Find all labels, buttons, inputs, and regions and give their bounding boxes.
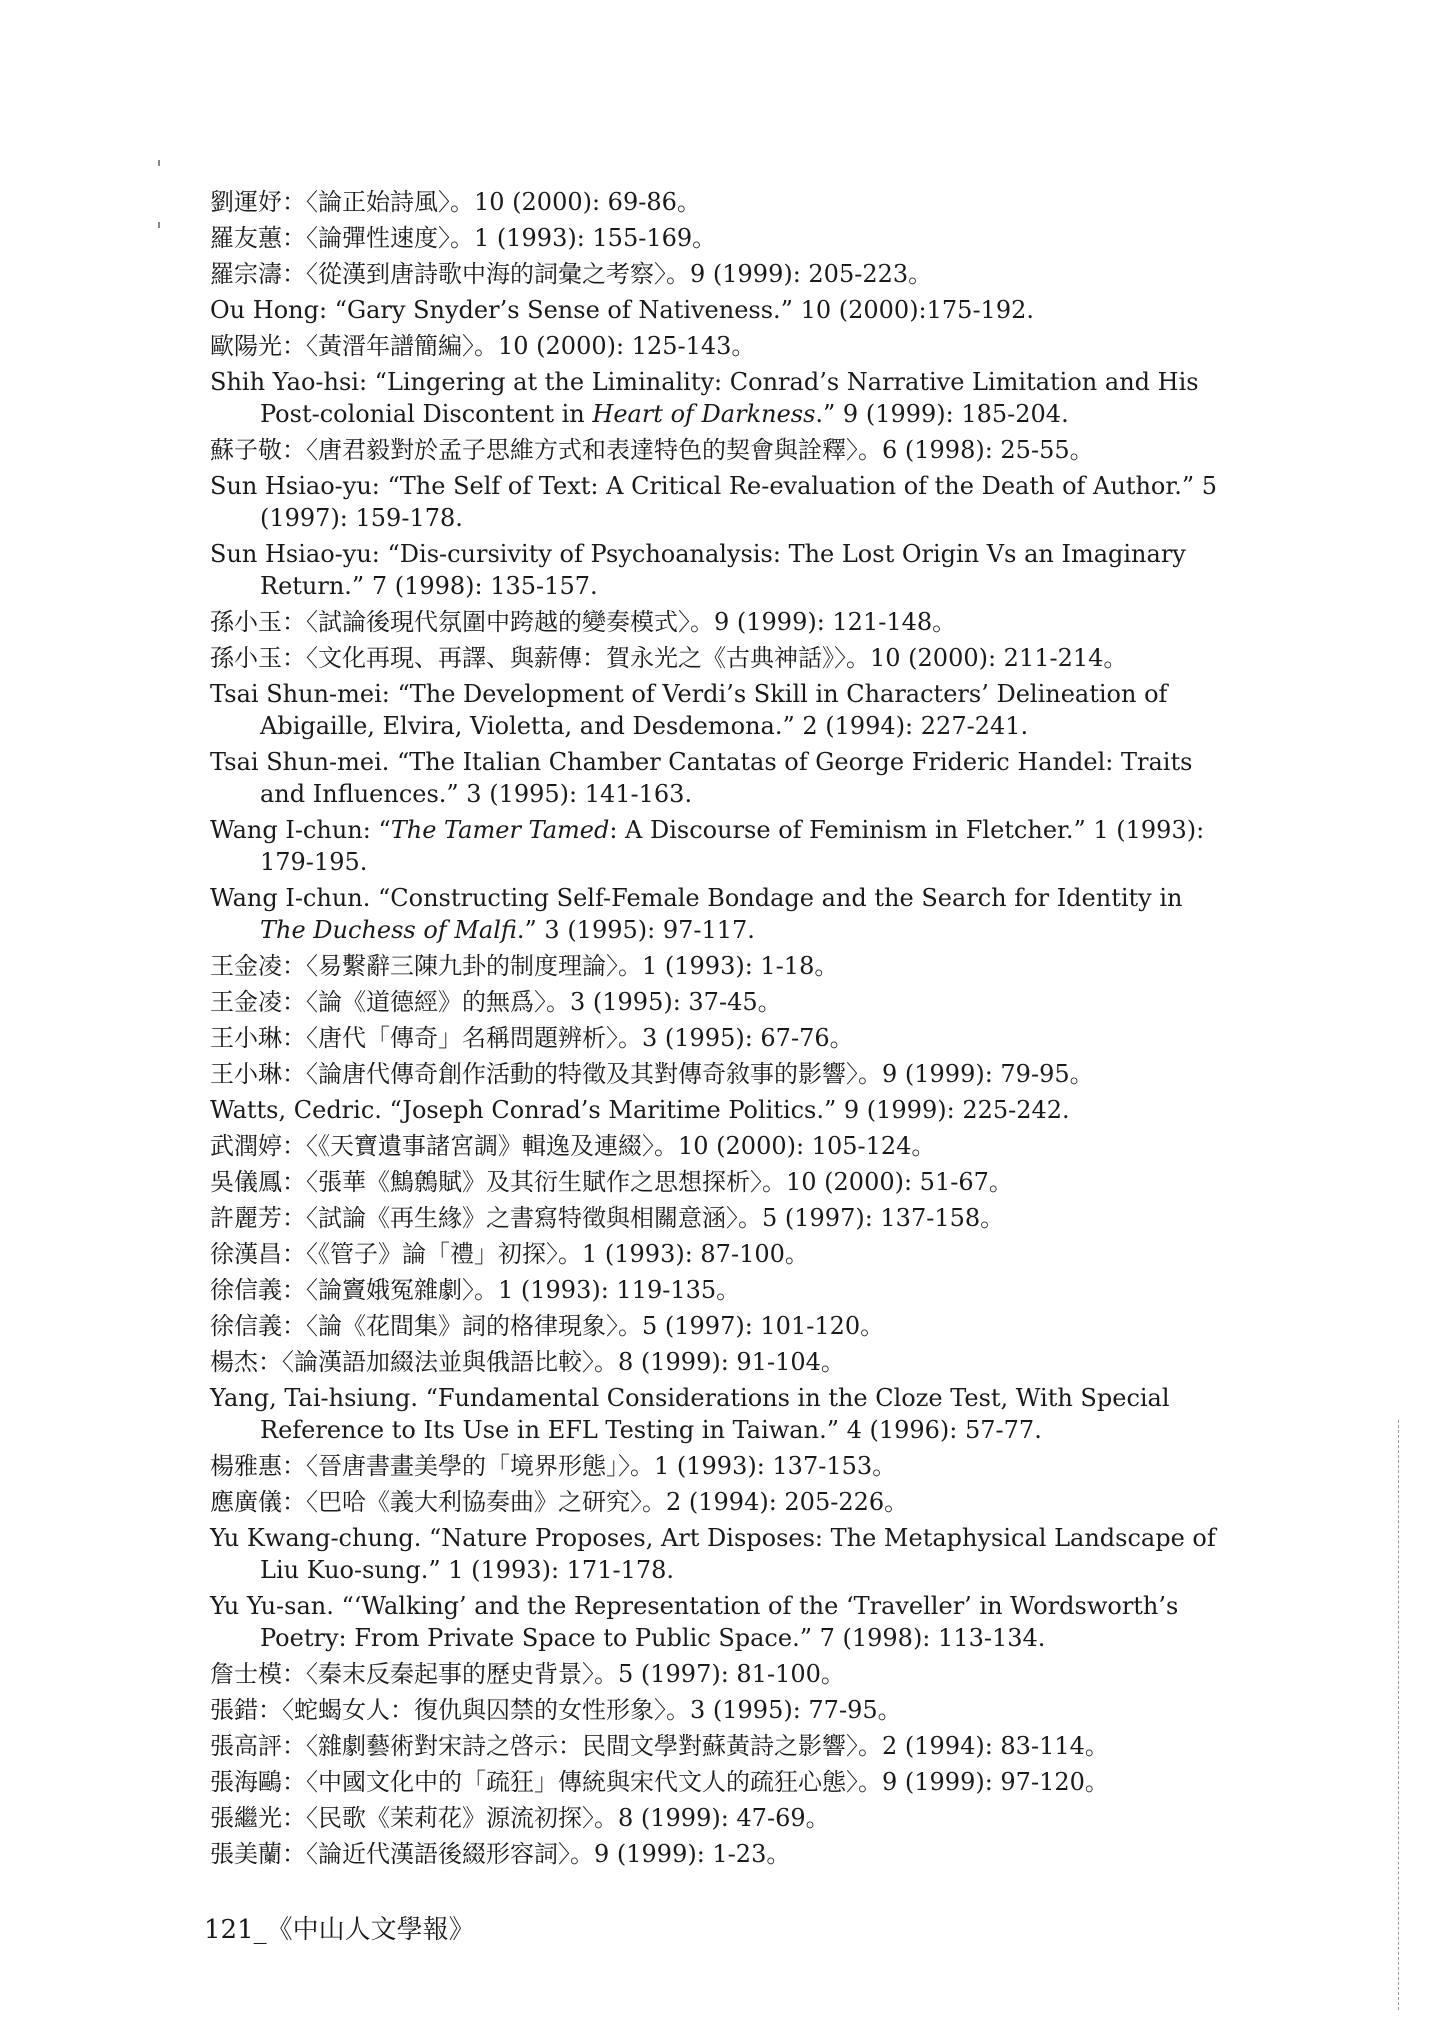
bibliography-entry: 張高評：〈雜劇藝術對宋詩之啓示：民間文學對蘇黃詩之影響〉。2 (1994): 83-114。 bbox=[210, 1732, 1109, 1760]
bibliography-entry: 王金凌：〈易繫辭三陳九卦的制度理論〉。1 (1993): 1-18。 bbox=[210, 952, 839, 980]
bibliography-entry: 張美蘭：〈論近代漢語後綴形容詞〉。9 (1999): 1-23。 bbox=[210, 1840, 791, 1868]
bibliography-entry: 張錯：〈蛇蝎女人：復仇與囚禁的女性形象〉。3 (1995): 77-95。 bbox=[210, 1696, 902, 1724]
bibliography-entry: Yu Yu-san. “‘Walking’ and the Representation of the ‘Traveller’ in Wordsworth’s Poetry: From Private Space to Public Space.” 7 (1998): 113-134. bbox=[210, 1592, 1179, 1652]
bibliography-entry: Shih Yao-hsi: “Lingering at the Liminality: Conrad’s Narrative Limitation and His Post-colonial Discontent in Heart of Darkness.” 9 (1999): 185-204. bbox=[210, 368, 1199, 428]
bibliography-entry: 張繼光：〈民歌《茉莉花》源流初探〉。8 (1999): 47-69。 bbox=[210, 1804, 830, 1832]
bibliography-entry: 張海鷗：〈中國文化中的「疏狂」傳統與宋代文人的疏狂心態〉。9 (1999): 97-120。 bbox=[210, 1768, 1109, 1796]
bibliography-entry: Watts, Cedric. “Joseph Conrad’s Maritime Politics.” 9 (1999): 225-242. bbox=[210, 1096, 1070, 1124]
bibliography-entry: Tsai Shun-mei: “The Development of Verdi’s Skill in Characters’ Delineation of Abigaille, Elvira, Violetta, and Desdemona.” 2 (1994): 227-241. bbox=[210, 680, 1168, 740]
bibliography-entry: 歐陽光：〈黃溍年譜簡編〉。10 (2000): 125-143。 bbox=[210, 332, 756, 360]
bibliography-entry: Tsai Shun-mei. “The Italian Chamber Cantatas of George Frideric Handel: Traits and Influences.” 3 (1995): 141-163. bbox=[210, 748, 1193, 808]
bibliography-entry: 武潤婷：〈《天寶遺事諸宮調》輯逸及連綴〉。10 (2000): 105-124。 bbox=[210, 1132, 936, 1160]
bibliography-entry: 王小琳：〈唐代「傳奇」名稱問題辨析〉。3 (1995): 67-76。 bbox=[210, 1024, 854, 1052]
bibliography-entry: 羅宗濤：〈從漢到唐詩歌中海的詞彙之考察〉。9 (1999): 205-223。 bbox=[210, 260, 933, 288]
bibliography-entry: Yang, Tai-hsiung. “Fundamental Considerations in the Cloze Test, With Special Reference to Its Use in EFL Testing in Taiwan.” 4 (1996): 57-77. bbox=[210, 1384, 1170, 1444]
bibliography-entry: 徐信義：〈論《花間集》詞的格律現象〉。5 (1997): 101-120。 bbox=[210, 1312, 885, 1340]
bibliography-entry: 徐信義：〈論竇娥冤雜劇〉。1 (1993): 119-135。 bbox=[210, 1276, 741, 1304]
bibliography-entry: Sun Hsiao-yu: “The Self of Text: A Critical Re-evaluation of the Death of Author.” 5 (1997): 159-178. bbox=[210, 472, 1218, 532]
bibliography-entry: 王金凌：〈論《道德經》的無爲〉。3 (1995): 37-45。 bbox=[210, 988, 782, 1016]
bibliography-entry: 孫小玉：〈試論後現代氛圍中跨越的變奏模式〉。9 (1999): 121-148。 bbox=[210, 608, 957, 636]
scan-speck bbox=[158, 222, 160, 228]
bibliography-entry: Sun Hsiao-yu: “Dis-cursivity of Psychoanalysis: The Lost Origin Vs an Imaginary Return.” 7 (1998): 135-157. bbox=[210, 540, 1186, 600]
bibliography-entry: Ou Hong: “Gary Snyder’s Sense of Nativeness.” 10 (2000):175-192. bbox=[210, 296, 1034, 324]
bibliography-entry: 許麗芳：〈試論《再生緣》之書寫特徵與相關意涵〉。5 (1997): 137-158。 bbox=[210, 1204, 1005, 1232]
bibliography-entry: 楊雅惠：〈晉唐書畫美學的「境界形態」〉。1 (1993): 137-153。 bbox=[210, 1452, 897, 1480]
bibliography-entry: Wang I-chun. “Constructing Self-Female Bondage and the Search for Identity in The Duchess of Malfi.” 3 (1995): 97-117. bbox=[210, 884, 1183, 944]
italic-title: The Tamer Tamed bbox=[390, 816, 610, 844]
italic-title: The Duchess of Malfi bbox=[260, 916, 517, 944]
bibliography-entry: 王小琳：〈論唐代傳奇創作活動的特徵及其對傳奇敘事的影響〉。9 (1999): 79-95。 bbox=[210, 1060, 1094, 1088]
italic-title: Heart of Darkness bbox=[592, 400, 816, 428]
bibliography-list bbox=[210, 186, 1220, 1874]
bibliography-entry: 孫小玉：〈文化再現、再譯、與薪傳：賀永光之《古典神話》〉。10 (2000): 211-214。 bbox=[210, 644, 1128, 672]
bibliography-entry: 劉運妤：〈論正始詩風〉。10 (2000): 69-86。 bbox=[210, 188, 701, 216]
bibliography-entry: 徐漢昌：〈《管子》論「禮」初探〉。1 (1993): 87-100。 bbox=[210, 1240, 809, 1268]
scan-speck bbox=[158, 160, 160, 166]
bibliography-entry: 吳儀鳳：〈張華《鷦鷯賦》及其衍生賦作之思想探析〉。10 (2000): 51-67。 bbox=[210, 1168, 1013, 1196]
page-footer: 121_《中山人文學報》 bbox=[204, 1915, 475, 1945]
bibliography-entry: 楊杰：〈論漢語加綴法並與俄語比較〉。8 (1999): 91-104。 bbox=[210, 1348, 845, 1376]
bibliography-entry: Yu Kwang-chung. “Nature Proposes, Art Disposes: The Metaphysical Landscape of Liu Kuo-sung.” 1 (1993): 171-178. bbox=[210, 1524, 1216, 1584]
bibliography-entry: 蘇子敬：〈唐君毅對於孟子思維方式和表達特色的契會與詮釋〉。6 (1998): 25-55。 bbox=[210, 436, 1094, 464]
bibliography-entry: 羅友蕙：〈論彈性速度〉。1 (1993): 155-169。 bbox=[210, 224, 717, 252]
scan-edge-line bbox=[1398, 1420, 1399, 2010]
bibliography-entry: 詹士模：〈秦末反秦起事的歷史背景〉。5 (1997): 81-100。 bbox=[210, 1660, 845, 1688]
bibliography-entry: Wang I-chun: “The Tamer Tamed: A Discourse of Feminism in Fletcher.” 1 (1993): 179-195. bbox=[210, 816, 1205, 876]
bibliography-entry: 應廣儀：〈巴哈《義大利協奏曲》之研究〉。2 (1994): 205-226。 bbox=[210, 1488, 909, 1516]
